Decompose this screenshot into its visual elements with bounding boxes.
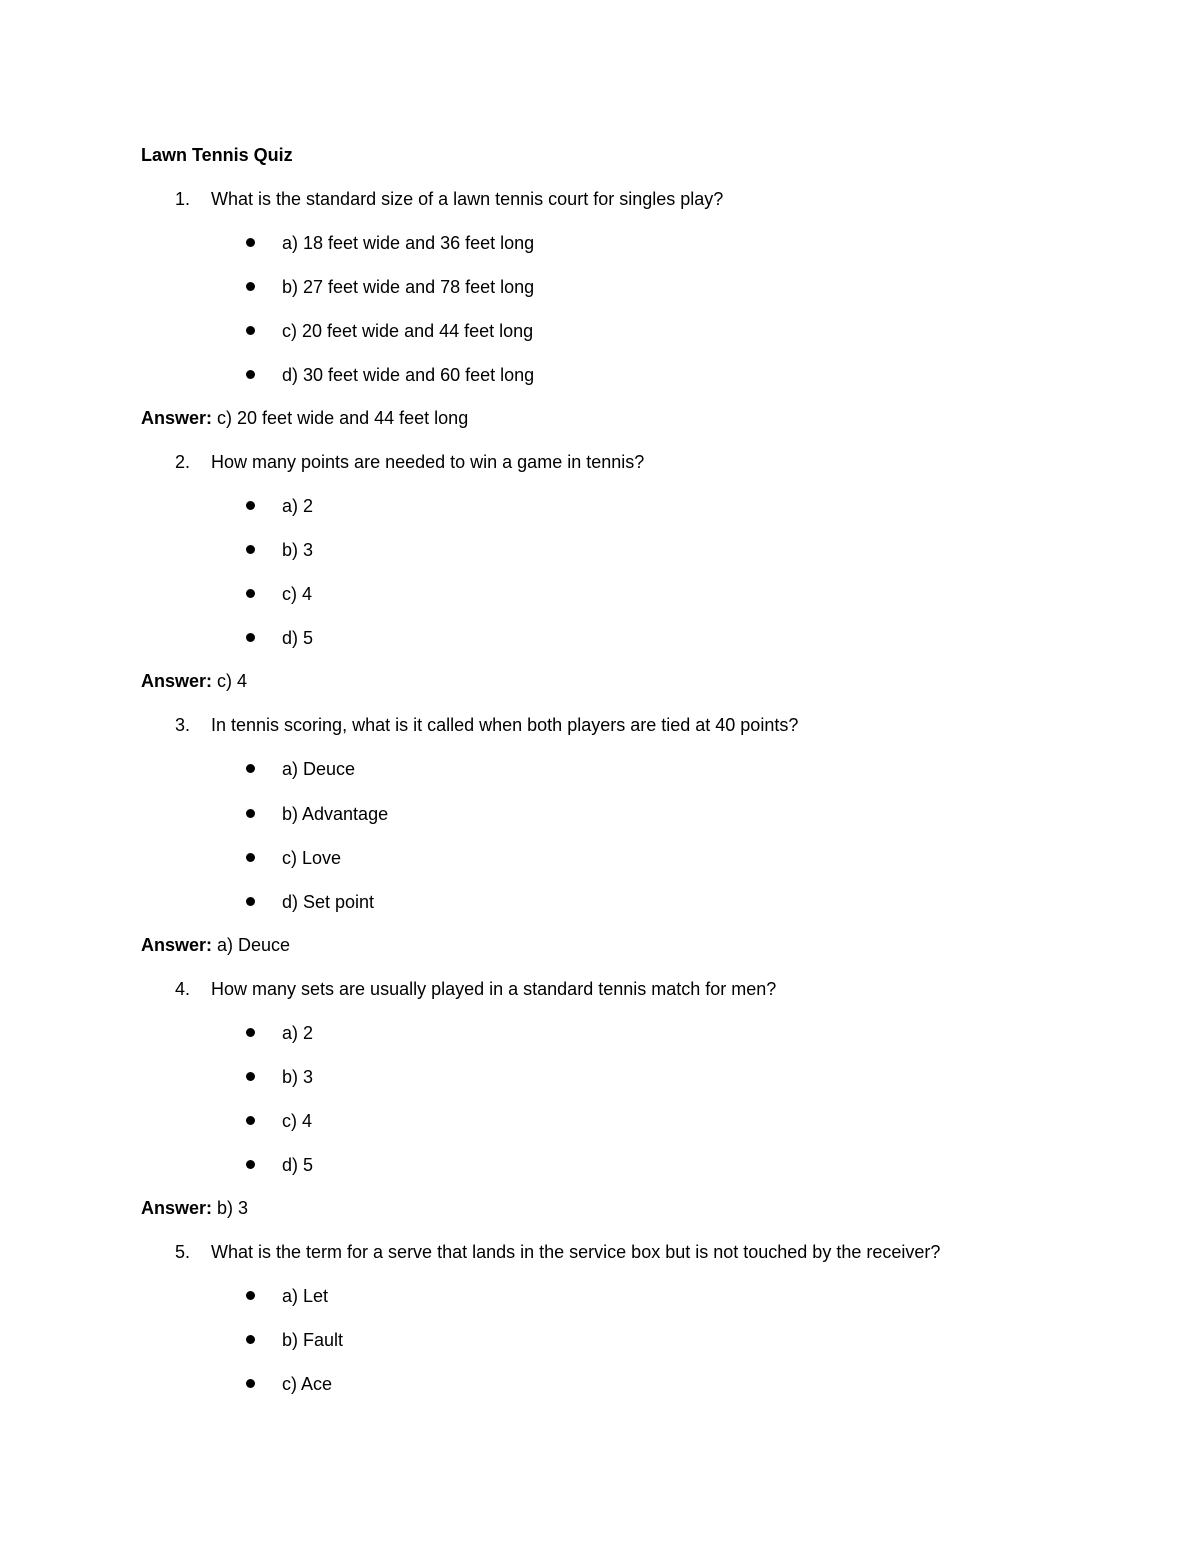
bullet-icon [246,633,255,642]
question-text: In tennis scoring, what is it called when both players are tied at 40 points? [211,715,799,735]
answer-label: Answer: [141,1198,213,1218]
answer-text: c) 20 feet wide and 44 feet long [217,408,469,428]
option-text: c) 4 [282,584,313,604]
bullet-icon [246,764,255,773]
answer-label: Answer: [141,935,213,955]
answer-text: c) 4 [217,671,248,691]
option-text: d) 5 [282,628,314,648]
bullet-icon [246,545,255,554]
answer-line [141,933,290,957]
bullet-icon [246,326,255,335]
question-number: 1. [175,189,191,209]
option-text: c) Ace [282,1374,333,1394]
option-text: a) 2 [282,1023,314,1043]
bullet-icon [246,238,255,247]
document-title: Lawn Tennis Quiz [141,145,293,165]
bullet-icon [246,1028,255,1037]
option-text: b) Fault [282,1330,344,1350]
option-text: a) 2 [282,496,314,516]
answer-label: Answer: [141,671,213,691]
answer-label: Answer: [141,408,213,428]
bullet-icon [246,282,255,291]
option-text: d) 5 [282,1155,314,1175]
bullet-icon [246,501,255,510]
answer-text: a) Deuce [217,935,291,955]
option-text: b) 27 feet wide and 78 feet long [282,277,535,297]
question-number: 4. [175,979,191,999]
option-text: c) 4 [282,1111,313,1131]
bullet-icon [246,589,255,598]
question-text: How many points are needed to win a game in tennis? [211,452,645,472]
bullet-icon [246,1335,255,1344]
answer-line [141,1196,248,1220]
answer-text: b) 3 [217,1198,249,1218]
option-text: c) 20 feet wide and 44 feet long [282,321,534,341]
option-text: a) 18 feet wide and 36 feet long [282,233,535,253]
bullet-icon [246,1072,255,1081]
option-text: c) Love [282,848,342,868]
answer-line [141,669,247,693]
bullet-icon [246,1379,255,1388]
question-text: How many sets are usually played in a standard tennis match for men? [211,979,777,999]
option-text: a) Deuce [282,759,356,779]
bullet-icon [246,897,255,906]
question-number: 3. [175,715,191,735]
bullet-icon [246,370,255,379]
option-text: d) Set point [282,892,375,912]
option-text: a) Let [282,1286,329,1306]
question-number: 5. [175,1242,191,1262]
question-text: What is the term for a serve that lands in the service box but is not touched by the receiver? [211,1242,941,1262]
option-text: d) 30 feet wide and 60 feet long [282,365,535,385]
answer-line [141,406,468,430]
question-number: 2. [175,452,191,472]
bullet-icon [246,1160,255,1169]
bullet-icon [246,1291,255,1300]
question-text: What is the standard size of a lawn tennis court for singles play? [211,189,724,209]
bullet-icon [246,1116,255,1125]
bullet-icon [246,809,255,818]
option-text: b) 3 [282,540,314,560]
option-text: b) Advantage [282,804,389,824]
bullet-icon [246,853,255,862]
option-text: b) 3 [282,1067,314,1087]
